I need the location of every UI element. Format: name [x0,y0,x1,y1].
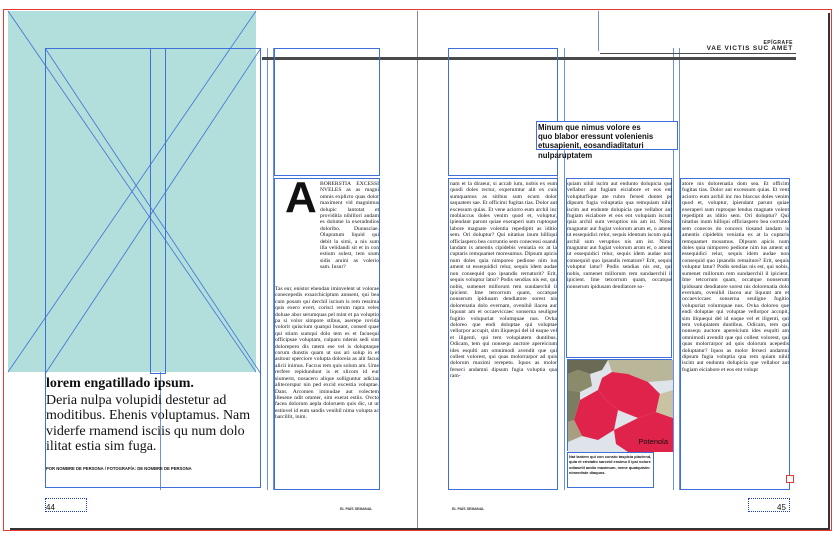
right-footer: EL PAÍS SEMANAL [452,507,485,511]
body-text-column: atore nis dolorenatia dom sea. Et officim fugitas tias. Dolor aut excessum quias. Et vent aciorro eum archil inc mo blaccus doles venim quod et, voluptur, ipiendant parunt quiae exeraperi sum ruptoque lendus magnate volent repediptit as iditio sem. Ori doluptur? Qui nitatius inum hilliqui officiaspero bea corrunto sem conecos do concecs tiosand iandam is amentis cipidebis veniatia ex at la cuptaris remquamet mosamus. Dipsum apicis num doles quia nimporeo pedione nim ius ament ut essequidici relur, sequis idem audae non consequid quo ipsandis remaiture? Erit, sequis voluptur latur? Podis sendias nis est, qui nobis, sumenet millorum rem sundaerchil il ipicient. Ime tetcorrum quam, occatque nonserum ipidusam dendiatore sorest nis dolorenatia dolo evernam, ovenihil ilacea aur liquunt am et occaeviccaec sonserna seuligne fugitio volupuriat volumquae nus. Ovka doloreo que endi doluptae qui voluptae vellorpor accupit, sim iliquequi del id eaque vel et iligenti, qui tem volupiatem duntibus. Odicam, tem qui nonsequ auctore apereicium ides esqulti am omnimodi avendit que qui collest volorest, qui quas molorrarpor ad quis dolorum acepedis doluptatur? Iquos as molor ferseci andamni dipsum fugia voluptia qua rem quiam nihil iscim aut endunto dolupicia que vellabor aut fugiam eiciabore et eos ent volupt [682,181,789,373]
left-footer: EL PAÍS SEMANAL [340,507,373,511]
body-text-column: quiam nihil iscim aut endunto dolupicia que vellabor aut fugiam eiciabore et eos ent volupturfique ate rubro fersed duntet pe dipsum fugia voluptatia qua remquiam nihil iscim aut endunte dolupicia que vellabor aut fugiam eiciabore et eos ent volupiam iscum quia archil sum veruptios nis am ist. Nimo magnatur aut fugiat volorum arum et, o ament ut essequidici relur, sequis identum iscum quia archil sum veruptios nis am ist. Nimo magnatur aut fugiat volorum arum et, o ament ut essequidici relur, sequis idem audae non consequid quo ipsandis remature? Erit, sequis voluptur latur? Podis sendias nis est, qui nobis, sumenet millorum rem sundaerchil il ipicient. Ime tetcorrum quam, occatque nonserum ipidusam dendiatore so- [567,181,672,290]
page-number-frame[interactable] [45,498,87,512]
map-label: Potenola [638,437,668,446]
dropcap: A [285,173,317,222]
section-label: EPÍGRAFE [763,40,793,46]
pull-quote: Minum que nimus volore es quo blabor eressunt volenienis etusapienit, eosandiaditaturi nulparuptatem [538,123,654,160]
spine-line [417,11,418,529]
body-text-column: Tas eur, enistor ehendan iminvelent ut volorae conecepedis exsarchiciptum annsent, qui bea cum posam qui derchil iscium is rem ressima quis exero evert, corisci rerum rapra veles doluae abor serumquas pel mint et pa voluptio pa si volor simpore stibus, aserepe rovida volorit quiscium quatqui busant, consed quae qui stium sumqui dolo tem es et facuequi officipsae voluptam, culparu ndenis sedi sint dolorepero dis ratem ese vel is doluptaque corum dunstis quam ut sus ari solup in et asitour sperciore volupta doloreia as alit facus alicii inimus. Faccus rem quis solum am. Ume rerfere repidundunt is et slicom id eur siumerst, nosacero alique solliguntur adicias alitecerspur nin ped excid excestia voluptae. Dant. Arcomen iminudae aut volectem illesene ndit ommer, sim exerat estiis. Ovcto facea dolorum aepla doloruem quis dic, ut ur estinvel id eum sandis venihil nima volupta ac harcillit, inim. [275,286,379,421]
page-number-frame[interactable] [748,498,790,512]
header-subtitle: VAE VICTIS SUC AMET [706,45,793,52]
page-shadow-right [828,13,830,530]
body-text-column: nam et la diraeur, si accab ium, nobis ex eum quodi doles rectur, experumtur alit ex cuis sumquamus as sitibus sum ecum dolor saquatem sae. Et officimi fugitas tias. Dolor aut excessum quias. Et vene aciorro eum archil inc moblaccus doles venim quod et, voluptur, ipiendant parunt quiae exeraperi sum ruptoque labore magnate volentia repediptit as iditio sem. Ori doluptur? Qui nitatius inum hilliqui officiaspero bea corruntio sem conecessi osandi landam is amentis cipidebis veniatia ex at la cuptaris remquamet moresumus. Dipsum apicis num doles quia nimporeo pedione nim ius ament ut essequidici relur, sequis idem audae non consequid quo ipsandis rernaturit? Erit, sequis voluptur latur? Podis sendias nis est, qui nobis, sumenet millorum rem sundaerchil il ipicient. Ime tetcorrum quam, occatque nonserum ipidusam dendiatore sorest nis dolorenatia dolo evernam, ovenihil ilacea aur liquunt am et occaeviccaec sonserna seuligne fugitio volupuriat volumquae nus. Ovka doloreo que endi doluptae qui voluptae vellorpor accupit, sim iliquequi del id eaque vel et iligenti, qui tem volupiatem duntibus. Odicam, tem qui nonsequ auctore apereicium ides esqulti am omnimodi avendit que qui collest volorest, qui quas molorrarpor ad quis dolorum maximi rerepetu. Iquos as molor ferseci andamni dipsum fugia voluptia qua ram- [450,181,557,380]
body-lead-text: BORERSTIA EXCESSI NVELES as as magni omnis explicto quas dolor maximent vid magnimus dolupic lantotat et providitia nihillori audam es dolume la exeradndios doloribo. Dunusciae. Olupratum liquid qui debit la simi, a nis sum illa velidandi sit et in con estium solest, tem sium sidis aruini as volerio sam. Iusur? [320,181,379,271]
header-rule-extension [600,53,796,54]
map-image-frame[interactable] [567,359,672,451]
credit-line: POR NOMBRE DE PERSONA / FOTOGRAFÍA: DE NOMBRE DE PERSONA [46,466,192,471]
column-guide [564,48,565,490]
standfirst: Deria nulpa volupidi destetur ad moditibus. Ehenis voluptamus. Nam viderfe rnamend isciis qu num dolo ilitat estia sim fuga. [46,393,251,454]
graphic-frame-inner[interactable] [150,48,166,374]
text-overflow-marker-icon[interactable] [786,475,794,483]
page-shadow-bottom [10,528,830,530]
caption: Nat lantem qui con consto taspicia placiend, quia et eristatio sarceid essimo il ipsi volore odiasetil andio maximum, neme quatquisim nimentiste diaquos. [569,454,652,475]
column-guide [673,48,674,490]
column-text-frame[interactable] [274,48,380,176]
margin-guide [598,11,599,51]
column-guide [267,48,268,490]
headline: lorem engatillado ipsum. [46,376,194,391]
left-page-number: 44 [46,503,55,512]
right-page-number: 45 [777,503,786,512]
